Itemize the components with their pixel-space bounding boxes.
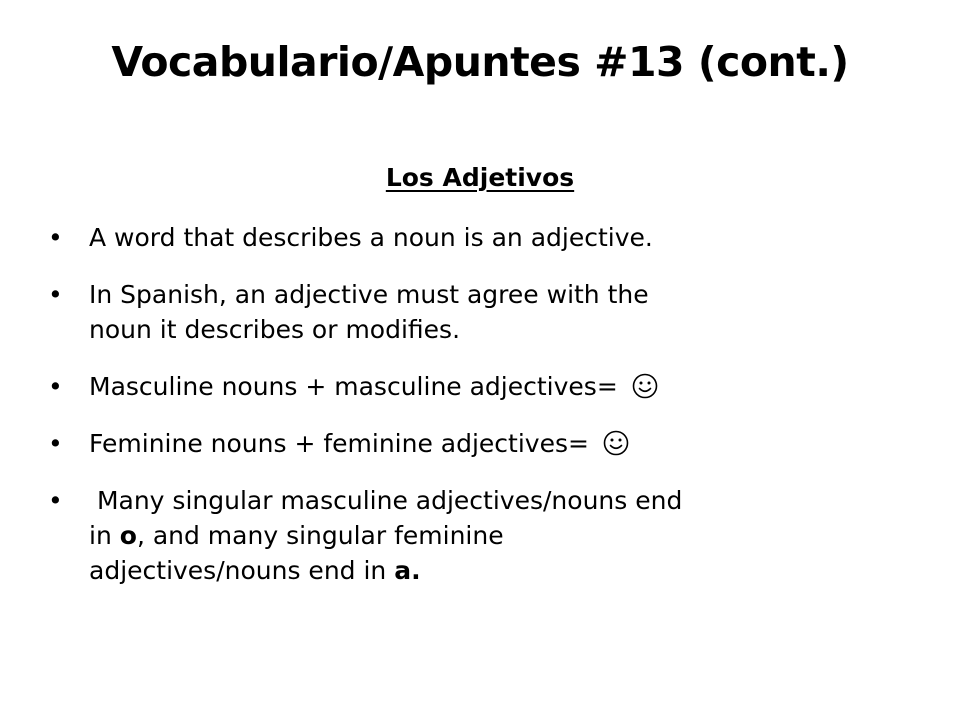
bullet-text-emphasis: a. [394, 556, 421, 585]
bullet-text-line: noun it describes or modifies. [89, 315, 461, 344]
bullet-text-line: In Spanish, an adjective must agree with the [89, 280, 649, 309]
bullet-text-fragment: , and many singular feminine [136, 521, 504, 550]
smiley-icon [603, 430, 629, 456]
bullet-marker: • [48, 429, 63, 458]
bullet-marker: • [48, 486, 63, 515]
slide-title: Vocabulario/Apuntes #13 (cont.) [111, 38, 849, 86]
bullet-item [48, 483, 928, 588]
slide-subtitle: Los Adjetivos [385, 163, 575, 192]
bullet-text-fragment: adjectives/nouns end in [89, 556, 395, 585]
bullet-item [48, 277, 928, 347]
bullet-text-fragment: in [89, 521, 120, 550]
bullet-list [48, 220, 928, 610]
bullet-text: Masculine nouns + masculine adjectives= [89, 372, 618, 401]
bullet-item [48, 220, 928, 255]
bullet-marker: • [48, 372, 63, 401]
smiley-icon [632, 373, 658, 399]
bullet-text: A word that describes a noun is an adjective. [89, 223, 653, 252]
bullet-marker: • [48, 223, 63, 252]
bullet-text: Feminine nouns + feminine adjectives= [89, 429, 589, 458]
bullet-item [48, 369, 928, 404]
bullet-text-emphasis: o [119, 521, 137, 550]
bullet-text-line: Many singular masculine adjectives/nouns end [89, 486, 683, 515]
bullet-marker: • [48, 280, 63, 309]
bullet-item [48, 426, 928, 461]
